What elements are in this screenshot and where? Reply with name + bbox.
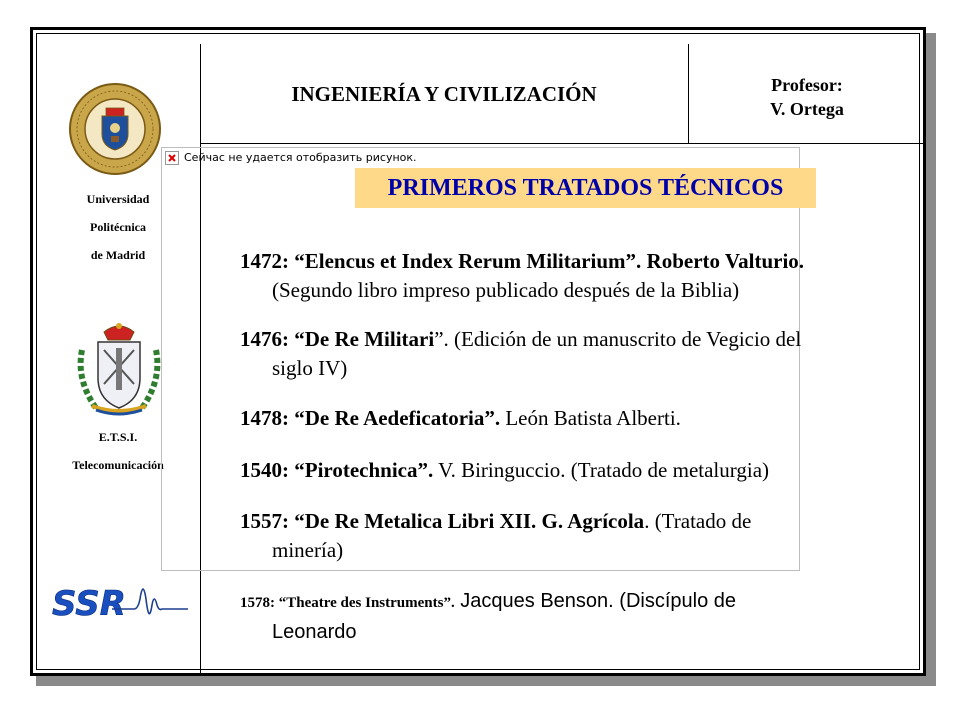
entry-year: 1472: xyxy=(240,249,289,273)
entry-1478 xyxy=(240,404,885,433)
entry-year: 1476: xyxy=(240,327,289,351)
university-line-1: Universidad xyxy=(86,192,150,206)
professor-name: V. Ortega xyxy=(770,99,844,119)
entry-title: “Elencus et Index Rerum Militarium”. Roberto Valturio. xyxy=(289,249,805,273)
professor-label: Profesor: xyxy=(771,75,843,95)
entry-1557 xyxy=(240,507,885,565)
upm-seal-logo xyxy=(68,82,162,176)
entry-year: 1557: xyxy=(240,509,289,533)
entry-title: “De Re Aedeficatoria”. xyxy=(289,406,501,430)
entry-note: (Segundo libro impreso publicado después de la Biblia) xyxy=(272,278,740,302)
entry-title: “Theatre des Instruments”. xyxy=(275,595,455,611)
entry-1578 xyxy=(240,586,885,647)
header-bottom-line xyxy=(200,143,925,144)
image-placeholder-message: Сейчас не удается отобразить рисунок. xyxy=(184,151,417,164)
entry-year: 1478: xyxy=(240,406,289,430)
entry-title: “De Re Militari xyxy=(289,327,435,351)
entry-note-cont: siglo IV) xyxy=(272,356,348,380)
course-title: INGENIERÍA Y CIVILIZACIÓN xyxy=(291,82,597,106)
entry-note: León Batista Alberti. xyxy=(500,406,681,430)
entry-note: Jacques Benson. (Discípulo de xyxy=(454,590,737,612)
entry-note: V. Biringuccio. (Tratado de metalurgia) xyxy=(433,458,770,482)
entry-note: ”. (Edición de un manuscrito de Vegicio del xyxy=(434,327,802,351)
entry-title: “De Re Metalica Libri XII. G. Agrícola xyxy=(289,509,645,533)
university-line-3: de Madrid xyxy=(90,248,146,262)
ssr-logo xyxy=(50,575,190,630)
slide-title: PRIMEROS TRATADOS TÉCNICOS xyxy=(355,168,816,208)
school-line-2: Telecomunicación xyxy=(72,458,164,472)
entry-year: 1540: xyxy=(240,458,289,482)
entry-year: 1578: xyxy=(240,595,275,611)
entry-1476 xyxy=(240,325,885,383)
university-line-2: Politécnica xyxy=(90,220,146,234)
broken-image-icon xyxy=(165,151,179,165)
etsi-coat-of-arms xyxy=(74,320,164,418)
entry-note: . (Tratado de xyxy=(644,509,752,533)
entry-note-cont: minería) xyxy=(272,538,344,562)
ssr-logo-text: SSR xyxy=(52,584,126,624)
entry-note-cont: Leonardo xyxy=(272,621,357,643)
school-line-1: E.T.S.I. xyxy=(98,430,138,444)
entry-1472 xyxy=(240,247,885,305)
entry-1540 xyxy=(240,456,885,485)
entry-title: “Pirotechnica”. xyxy=(289,458,434,482)
